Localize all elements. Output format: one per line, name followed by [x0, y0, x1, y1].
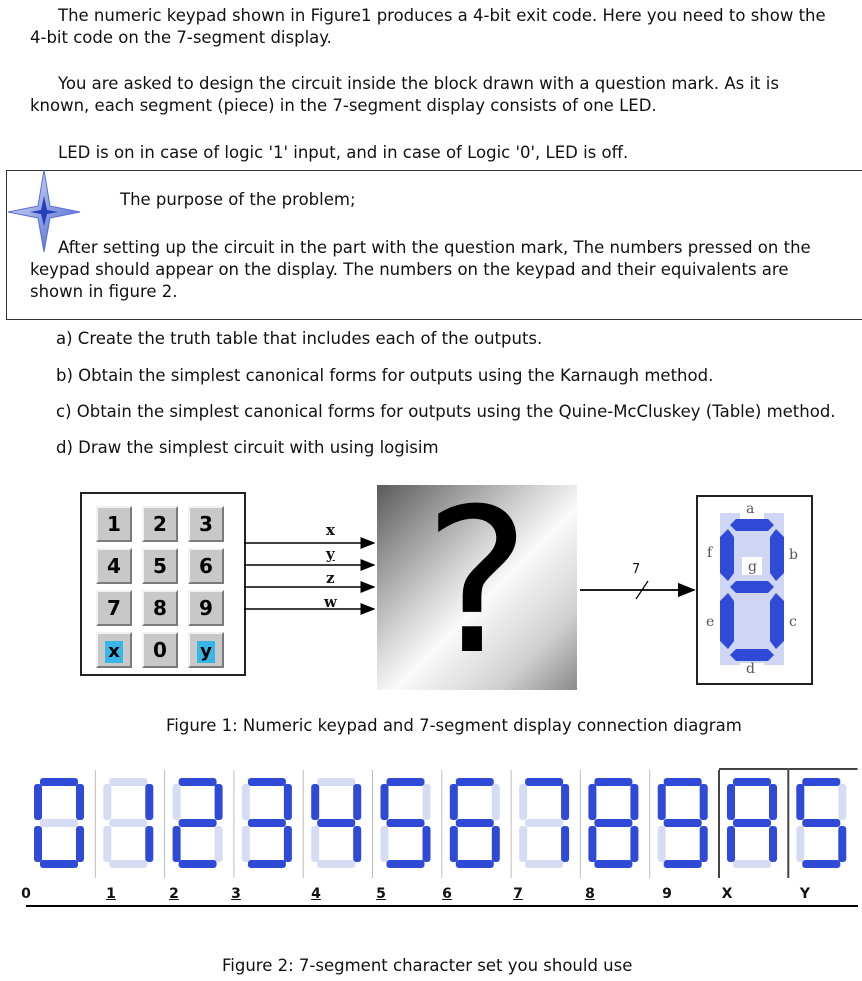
purpose-title: The purpose of the problem;: [120, 190, 356, 209]
keypad-key-2: 2: [142, 506, 178, 542]
character-4-segment-b: [353, 784, 361, 820]
numeric-keypad: [80, 492, 246, 676]
character-0-segment-a: [40, 778, 78, 786]
purpose-line2: keypad should appear on the display. The numbers on the keypad and their equivalents are: [30, 260, 789, 279]
character-0-segment-c: [76, 826, 84, 862]
character-3-segment-f: [242, 784, 250, 820]
intro-p1-line1: The numeric keypad shown in Figure1 produces a 4-bit exit code. Here you need to show the: [58, 6, 826, 25]
intro-p1-line2: 4-bit code on the 7-segment display.: [30, 28, 332, 47]
character-9-segment-c: [700, 826, 708, 862]
character-2-segment-a: [179, 778, 217, 786]
character-1-segment-c: [145, 826, 153, 862]
character-X: [719, 769, 788, 878]
segment-c: [770, 593, 784, 649]
character-5-segment-d: [387, 860, 425, 868]
question-mark: ?: [423, 466, 531, 699]
keypad-key-1: 1: [96, 506, 132, 542]
character-X-segment-a: [733, 778, 771, 786]
segment-g: [730, 581, 774, 593]
character-Y-segment-c: [838, 826, 846, 862]
character-7-segment-f: [519, 784, 527, 820]
input-label-w: w: [324, 593, 337, 611]
character-3-segment-a: [248, 778, 286, 786]
figure2-label-4: 4: [311, 886, 321, 902]
character-2-segment-g: [179, 819, 217, 827]
seg-label-f: f: [707, 545, 713, 561]
character-0: [34, 778, 84, 868]
character-X-segment-c: [769, 826, 777, 862]
character-3: [234, 770, 292, 878]
character-3-segment-c: [284, 826, 292, 862]
character-0-segment-d: [40, 860, 78, 868]
seg-label-c: c: [789, 614, 797, 630]
character-6-segment-c: [492, 826, 500, 862]
character-5-segment-a: [387, 778, 425, 786]
segment-b: [770, 529, 784, 581]
character-5-segment-e: [381, 826, 389, 862]
keypad-key-6: 6: [188, 548, 224, 584]
character-6-segment-e: [450, 826, 458, 862]
character-9-segment-b: [700, 784, 708, 820]
figure2-label-7: 7: [513, 886, 523, 902]
figure2-label-Y: Y: [799, 886, 811, 902]
character-1: [95, 770, 153, 878]
character-7-segment-e: [519, 826, 527, 862]
keypad-key-4: 4: [96, 548, 132, 584]
figure1-caption: Figure 1: Numeric keypad and 7-segment display connection diagram: [166, 716, 742, 735]
keypad-key-y: y: [188, 632, 224, 668]
character-6-segment-d: [456, 860, 494, 868]
figure2-label-9: 9: [662, 886, 672, 902]
character-Y-segment-f: [796, 784, 804, 820]
character-4-segment-e: [311, 826, 319, 862]
character-9-segment-d: [664, 860, 702, 868]
character-5-segment-f: [381, 784, 389, 820]
character-3-segment-e: [242, 826, 250, 862]
seven-segment-character-set: [26, 768, 860, 878]
character-7-segment-c: [561, 826, 569, 862]
character-3-segment-b: [284, 784, 292, 820]
character-0-segment-f: [34, 784, 42, 820]
figure2-baseline: [26, 905, 858, 907]
character-1-segment-b: [145, 784, 153, 820]
character-Y: [788, 769, 857, 878]
character-1-segment-f: [103, 784, 111, 820]
character-8-segment-c: [630, 826, 638, 862]
keypad-key-7: 7: [96, 590, 132, 626]
display-segments: [698, 497, 811, 683]
purpose-line1: After setting up the circuit in the part with the question mark, The numbers pressed on the: [58, 238, 811, 257]
character-X-segment-g: [733, 819, 771, 827]
figure2-label-1: 1: [106, 886, 116, 902]
seg-label-e: e: [706, 614, 715, 630]
segment-a: [730, 519, 774, 531]
seg-label-g: g: [748, 559, 757, 575]
character-4-segment-g: [317, 819, 355, 827]
character-8: [580, 770, 638, 878]
character-X-segment-b: [769, 784, 777, 820]
intro-p3: LED is on in case of logic '1' input, and in case of Logic '0', LED is off.: [58, 143, 629, 162]
figure2-label-5: 5: [376, 886, 386, 902]
character-1-segment-d: [109, 860, 147, 868]
character-5-segment-c: [423, 826, 431, 862]
character-0-segment-e: [34, 826, 42, 862]
character-2: [165, 770, 223, 878]
task-d: d) Draw the simplest circuit with using logisim: [56, 438, 439, 457]
seg-label-d: d: [746, 661, 755, 677]
character-0-segment-g: [40, 819, 78, 827]
keypad-key-x: x: [96, 632, 132, 668]
character-7-segment-a: [525, 778, 563, 786]
character-1-segment-g: [109, 819, 147, 827]
character-X-segment-d: [733, 860, 771, 868]
character-9-segment-g: [664, 819, 702, 827]
character-X-segment-f: [727, 784, 735, 820]
character-3-segment-d: [248, 860, 286, 868]
character-7-segment-b: [561, 784, 569, 820]
character-Y-segment-a: [802, 778, 840, 786]
input-arrows: [244, 530, 378, 630]
character-8-segment-f: [588, 784, 596, 820]
input-label-x: x: [326, 521, 335, 539]
character-8-segment-e: [588, 826, 596, 862]
task-a: a) Create the truth table that includes each of the outputs.: [56, 329, 543, 348]
character-1-segment-e: [103, 826, 111, 862]
character-7-segment-d: [525, 860, 563, 868]
keypad-key-8: 8: [142, 590, 178, 626]
character-9-segment-f: [658, 784, 666, 820]
seg-label-b: b: [789, 547, 798, 563]
seg-label-a: a: [746, 501, 755, 517]
figure2-label-3: 3: [231, 886, 241, 902]
character-7: [511, 770, 569, 878]
character-4-segment-c: [353, 826, 361, 862]
character-Y-segment-g: [802, 819, 840, 827]
intro-p2-line2: known, each segment (piece) in the 7-segment display consists of one LED.: [30, 96, 657, 115]
figure2-label-X: X: [721, 886, 733, 902]
character-1-segment-a: [109, 778, 147, 786]
character-Y-segment-d: [802, 860, 840, 868]
input-label-z: z: [326, 569, 335, 587]
character-6-segment-f: [450, 784, 458, 820]
keypad-key-0: 0: [142, 632, 178, 668]
task-b: b) Obtain the simplest canonical forms for outputs using the Karnaugh method.: [56, 366, 714, 385]
character-5-segment-b: [423, 784, 431, 820]
figure2-caption: Figure 2: 7-segment character set you should use: [222, 956, 633, 975]
character-4: [303, 770, 361, 878]
segment-e: [720, 593, 734, 649]
character-9: [650, 770, 708, 878]
task-c: c) Obtain the simplest canonical forms for outputs using the Quine-McCluskey (Table) method.: [56, 402, 836, 421]
character-2-segment-b: [215, 784, 223, 820]
keypad-key-9: 9: [188, 590, 224, 626]
character-6-segment-g: [456, 819, 494, 827]
figure2-label-6: 6: [442, 886, 452, 902]
keypad-key-3: 3: [188, 506, 224, 542]
character-2-segment-f: [173, 784, 181, 820]
character-9-segment-e: [658, 826, 666, 862]
character-6-segment-a: [456, 778, 494, 786]
figure2-label-0: 0: [21, 886, 31, 902]
bus-width-label: 7: [632, 562, 641, 577]
character-0-segment-b: [76, 784, 84, 820]
character-7-segment-g: [525, 819, 563, 827]
figure2-label-2: 2: [169, 886, 179, 902]
character-3-segment-g: [248, 819, 286, 827]
character-4-segment-a: [317, 778, 355, 786]
character-2-segment-e: [173, 826, 181, 862]
character-8-segment-a: [594, 778, 632, 786]
character-5-segment-g: [387, 819, 425, 827]
character-4-segment-f: [311, 784, 319, 820]
character-5: [373, 770, 431, 878]
output-bus: [578, 575, 698, 605]
seven-segment-display: [696, 495, 813, 685]
unknown-circuit-block: [377, 466, 577, 699]
character-8-segment-d: [594, 860, 632, 868]
character-Y-segment-e: [796, 826, 804, 862]
character-X-segment-e: [727, 826, 735, 862]
character-8-segment-g: [594, 819, 632, 827]
figure2-label-8: 8: [585, 886, 595, 902]
character-4-segment-d: [317, 860, 355, 868]
character-8-segment-b: [630, 784, 638, 820]
character-2-segment-d: [179, 860, 217, 868]
segment-f: [720, 529, 734, 581]
intro-p2-line1: You are asked to design the circuit inside the block drawn with a question mark. As it is: [58, 74, 779, 93]
character-Y-segment-b: [838, 784, 846, 820]
segment-d: [730, 649, 774, 661]
input-label-y: y: [326, 545, 335, 563]
character-9-segment-a: [664, 778, 702, 786]
character-6-segment-b: [492, 784, 500, 820]
keypad-key-5: 5: [142, 548, 178, 584]
purpose-line3: shown in figure 2.: [30, 282, 178, 301]
character-6: [442, 770, 500, 878]
character-2-segment-c: [215, 826, 223, 862]
